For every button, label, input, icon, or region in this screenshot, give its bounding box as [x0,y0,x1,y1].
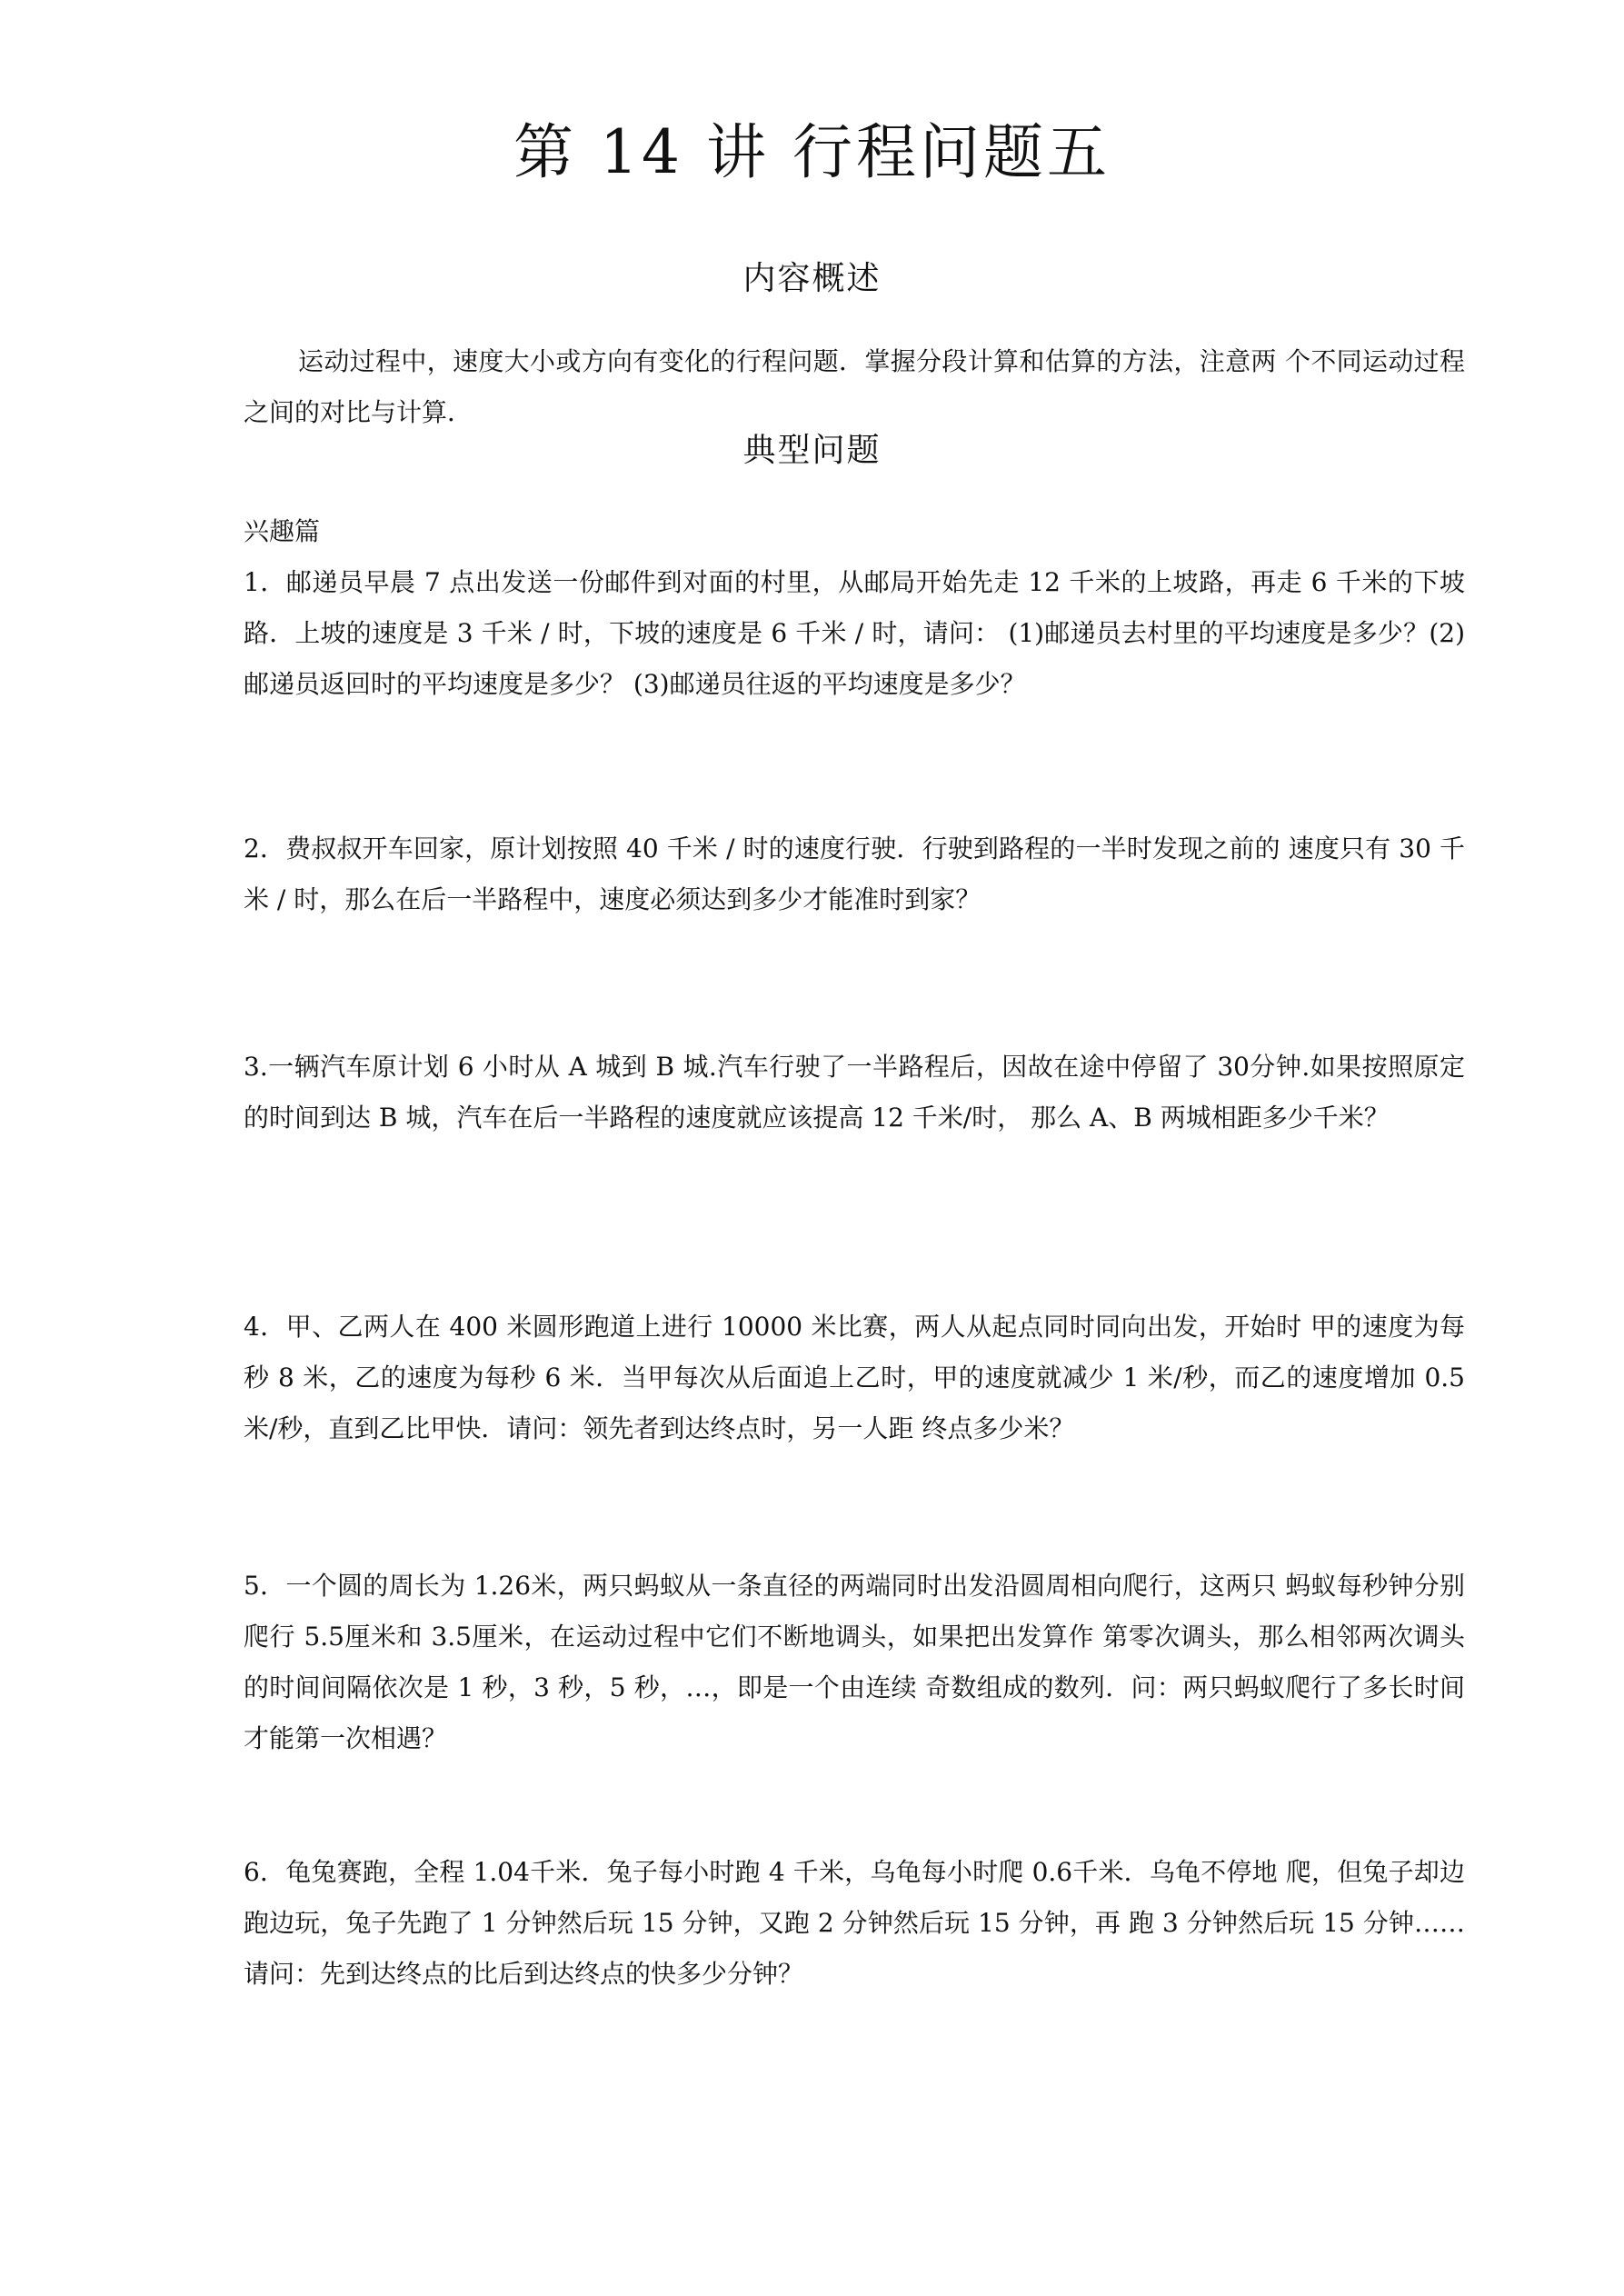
problem-3: 3.一辆汽车原计划 6 小时从 A 城到 B 城.汽车行驶了一半路程后，因故在途中停留了 30分钟.如果按照原定的时间到达 B 城，汽车在后一半路程的速度就应该提高 12 千米/时， 那么 A、B 两城相距多少千米？ [244,1052,1465,1133]
problem-4: 4．甲、乙两人在 400 米圆形跑道上进行 10000 米比赛，两人从起点同时同向出发，开始时 甲的速度为每秒 8 米，乙的速度为每秒 6 米．当甲每次从后面追上乙时，甲的速度就减少 1 米/秒，而乙的速度增加 0.5米/秒，直到乙比甲快．请问：领先者到达终点时，另一人距 终点多少米？ [244,1312,1465,1443]
page-title: 第 14 讲 行程问题五 [513,117,1111,187]
problem-2: 2．费叔叔开车回家，原计划按照 40 千米 / 时的速度行驶．行驶到路程的一半时发现之前的 速度只有 30 千米 / 时，那么在后一半路程中，速度必须达到多少才能准时到家？ [244,834,1465,914]
category-label: 兴趣篇 [244,516,321,546]
problem-1: 1．邮递员早晨 7 点出发送一份邮件到对面的村里，从邮局开始先走 12 千米的上坡路，再走 6 千米的下坡路．上坡的速度是 3 千米 / 时，下坡的速度是 6 千米 / 时，请问： (1)邮递员去村里的平均速度是多少？(2)邮递员返回时的平均速度是多少？ (3)邮递员往返的平均速度是多少？ [244,567,1465,699]
overview-paragraph: 运动过程中，速度大小或方向有变化的行程问题．掌握分段计算和估算的方法，注意两 个不同运动过程之间的对比与计算． [244,346,1465,427]
problem-6: 6．龟兔赛跑，全程 1.04千米．兔子每小时跑 4 千米，乌龟每小时爬 0.6千米．乌龟不停地 爬，但兔子却边跑边玩，兔子先跑了 1 分钟然后玩 15 分钟，又跑 2 分钟然后玩 15 分钟，再 跑 3 分钟然后玩 15 分钟……请问：先到达终点的比后到达终点的快多少分钟？ [244,1857,1465,1989]
overview-heading: 内容概述 [742,260,882,297]
problem-5: 5．一个圆的周长为 1.26米，两只蚂蚁从一条直径的两端同时出发沿圆周相向爬行，这两只 蚂蚁每秒钟分别爬行 5.5厘米和 3.5厘米，在运动过程中它们不断地调头，如果把出发算作 第零次调头，那么相邻两次调头的时间间隔依次是 1 秒，3 秒，5 秒，…，即是一个由连续 奇数组成的数列．问：两只蚂蚁爬行了多长时间才能第一次相遇？ [244,1571,1465,1753]
typical-problems-heading: 典型问题 [742,432,882,469]
